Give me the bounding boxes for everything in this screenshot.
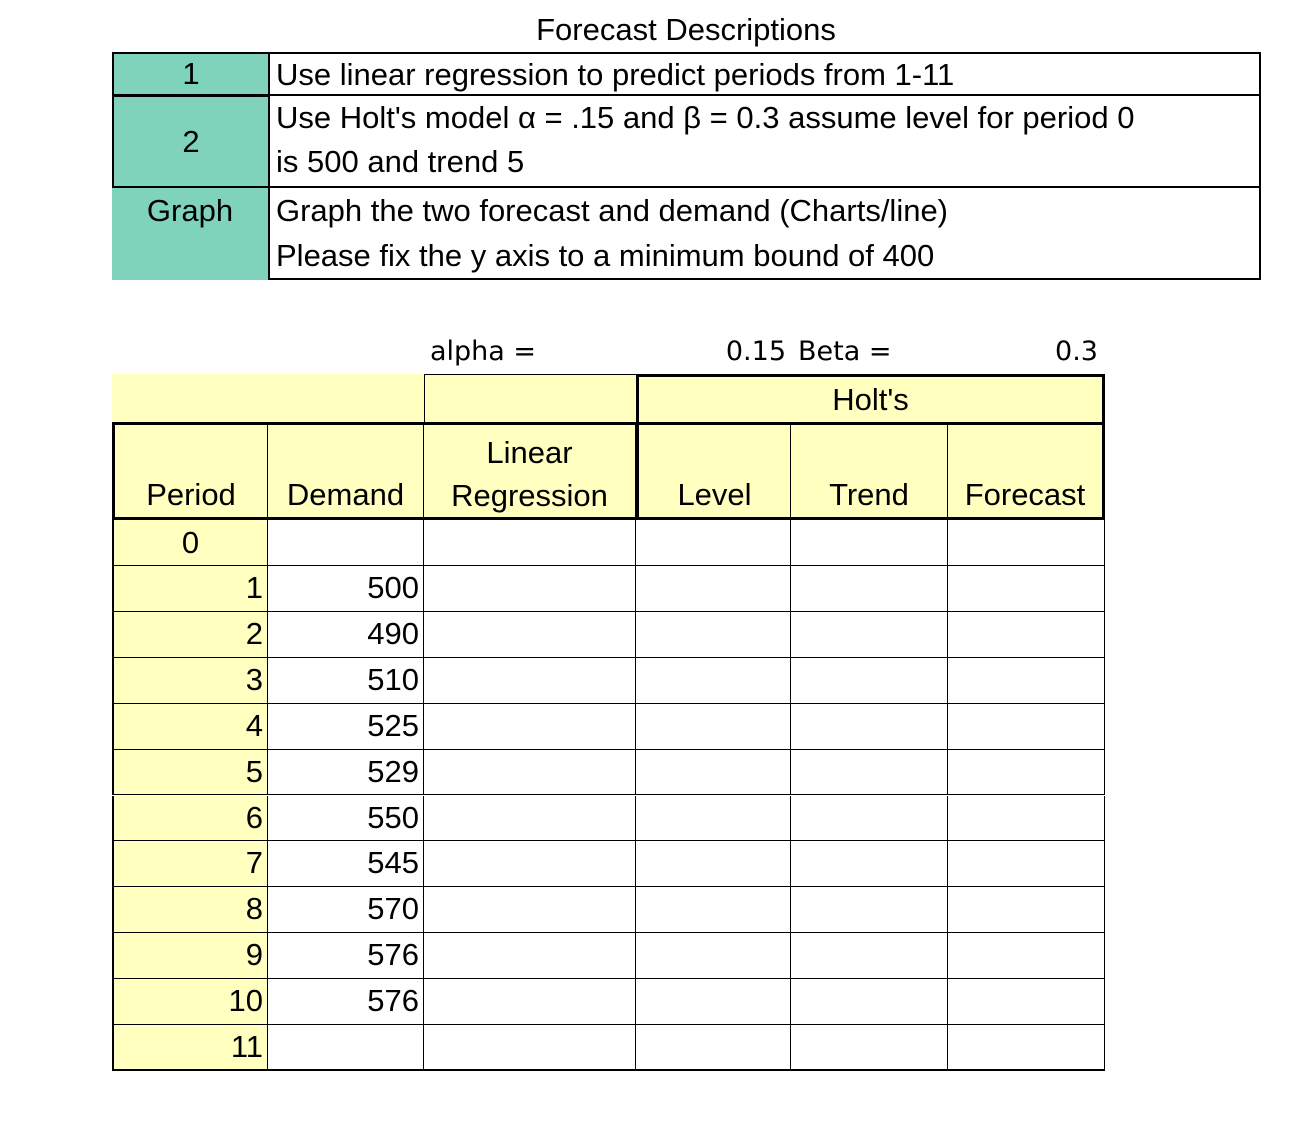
- forecast-cell[interactable]: [948, 1025, 1105, 1071]
- level-cell[interactable]: [636, 658, 791, 704]
- beta-label: Beta =: [798, 336, 892, 367]
- forecast-cell-zero[interactable]: [948, 520, 1105, 566]
- period-cell[interactable]: 10: [112, 979, 268, 1025]
- forecast-cell[interactable]: [948, 612, 1105, 658]
- header-trend-label: Trend: [829, 477, 909, 512]
- forecast-cell[interactable]: [948, 566, 1105, 612]
- desc-text-2-line1: Use Holt's model α = .15 and β = 0.3 assume level for period 0: [276, 100, 1135, 135]
- forecast-cell[interactable]: [948, 796, 1105, 842]
- header-linear-line1: Linear: [486, 435, 573, 470]
- linear-regression-cell[interactable]: [424, 887, 636, 933]
- period-cell[interactable]: 9: [112, 933, 268, 979]
- header-period[interactable]: [112, 422, 268, 520]
- header-level[interactable]: [636, 422, 791, 520]
- period-cell[interactable]: 3: [112, 658, 268, 704]
- trend-cell[interactable]: [791, 566, 948, 612]
- header-period-label: Period: [146, 477, 236, 512]
- forecast-cell[interactable]: [948, 841, 1105, 887]
- trend-cell[interactable]: [791, 841, 948, 887]
- trend-cell[interactable]: [791, 796, 948, 842]
- header-demand-label: Demand: [286, 477, 405, 512]
- linear-regression-cell[interactable]: [424, 658, 636, 704]
- linear-regression-cell[interactable]: [424, 796, 636, 842]
- trend-cell[interactable]: [791, 612, 948, 658]
- desc-text-graph-line2: Please fix the y axis to a minimum bound of 400: [276, 238, 935, 273]
- header-forecast[interactable]: [948, 422, 1105, 520]
- alpha-value[interactable]: 0.15: [725, 336, 786, 367]
- alpha-label: alpha =: [430, 336, 537, 367]
- header-linear-line2: Regression: [451, 478, 608, 513]
- demand-cell[interactable]: 570: [268, 887, 424, 933]
- linear-regression-cell[interactable]: [424, 612, 636, 658]
- level-cell[interactable]: [636, 1025, 791, 1071]
- level-cell[interactable]: [636, 796, 791, 842]
- period-zero-cell[interactable]: 0: [112, 520, 268, 566]
- forecast-cell[interactable]: [948, 979, 1105, 1025]
- linear-cell-zero[interactable]: [424, 520, 636, 566]
- period-cell[interactable]: 6: [112, 796, 268, 842]
- header-trend[interactable]: [791, 422, 948, 520]
- desc-text-1[interactable]: [268, 52, 1261, 96]
- demand-cell[interactable]: 576: [268, 933, 424, 979]
- header-forecast-label: Forecast: [964, 477, 1086, 512]
- demand-cell[interactable]: [268, 1025, 424, 1071]
- period-cell[interactable]: 5: [112, 750, 268, 796]
- desc-label-graph[interactable]: [112, 188, 268, 280]
- level-cell[interactable]: [636, 841, 791, 887]
- linear-regression-cell[interactable]: [424, 979, 636, 1025]
- demand-cell[interactable]: 490: [268, 612, 424, 658]
- linear-regression-cell[interactable]: [424, 566, 636, 612]
- header-demand[interactable]: [268, 422, 424, 520]
- demand-cell[interactable]: 550: [268, 796, 424, 842]
- demand-cell[interactable]: 510: [268, 658, 424, 704]
- period-cell[interactable]: 11: [112, 1025, 268, 1071]
- forecast-cell[interactable]: [948, 750, 1105, 796]
- forecast-cell[interactable]: [948, 887, 1105, 933]
- level-cell-zero[interactable]: [636, 520, 791, 566]
- header-level-label: Level: [677, 477, 752, 512]
- desc-text-graph-line1: Graph the two forecast and demand (Charts/line): [276, 193, 949, 228]
- desc-text-2[interactable]: [268, 96, 1261, 188]
- trend-cell[interactable]: [791, 1025, 948, 1071]
- trend-cell[interactable]: [791, 658, 948, 704]
- desc-label-2[interactable]: 2: [112, 96, 268, 188]
- linear-regression-cell[interactable]: [424, 704, 636, 750]
- demand-cell[interactable]: 525: [268, 704, 424, 750]
- period-cell[interactable]: 8: [112, 887, 268, 933]
- level-cell[interactable]: [636, 979, 791, 1025]
- header-linear-regression[interactable]: [424, 422, 636, 520]
- linear-regression-cell[interactable]: [424, 1025, 636, 1071]
- group-header-blank[interactable]: [112, 374, 424, 422]
- trend-cell[interactable]: [791, 750, 948, 796]
- forecast-cell[interactable]: [948, 933, 1105, 979]
- forecast-cell[interactable]: [948, 658, 1105, 704]
- trend-cell[interactable]: [791, 704, 948, 750]
- trend-cell-zero[interactable]: [791, 520, 948, 566]
- linear-regression-cell[interactable]: [424, 933, 636, 979]
- demand-cell[interactable]: 545: [268, 841, 424, 887]
- trend-cell[interactable]: [791, 933, 948, 979]
- demand-cell[interactable]: 529: [268, 750, 424, 796]
- linear-regression-cell[interactable]: [424, 841, 636, 887]
- demand-cell[interactable]: 500: [268, 566, 424, 612]
- period-cell[interactable]: 2: [112, 612, 268, 658]
- period-cell[interactable]: 4: [112, 704, 268, 750]
- level-cell[interactable]: [636, 704, 791, 750]
- demand-cell-zero[interactable]: [268, 520, 424, 566]
- level-cell[interactable]: [636, 933, 791, 979]
- forecast-cell[interactable]: [948, 704, 1105, 750]
- level-cell[interactable]: [636, 750, 791, 796]
- demand-cell[interactable]: 576: [268, 979, 424, 1025]
- trend-cell[interactable]: [791, 979, 948, 1025]
- level-cell[interactable]: [636, 887, 791, 933]
- beta-value[interactable]: 0.3: [1055, 336, 1098, 367]
- linear-regression-cell[interactable]: [424, 750, 636, 796]
- period-cell[interactable]: 1: [112, 566, 268, 612]
- desc-text-graph[interactable]: [268, 188, 1261, 280]
- desc-text-2-line2: is 500 and trend 5: [276, 144, 525, 179]
- desc-text-1-line1: Use linear regression to predict periods from 1-11: [276, 57, 955, 92]
- descriptions-title: Forecast Descriptions: [536, 12, 836, 47]
- period-cell[interactable]: 7: [112, 841, 268, 887]
- group-header-linear-blank[interactable]: [424, 374, 636, 422]
- level-cell[interactable]: [636, 612, 791, 658]
- desc-label-graph-text: Graph: [146, 193, 234, 228]
- desc-label-1[interactable]: 1: [112, 52, 268, 96]
- group-header-holts[interactable]: Holt's: [636, 374, 1105, 422]
- trend-cell[interactable]: [791, 887, 948, 933]
- level-cell[interactable]: [636, 566, 791, 612]
